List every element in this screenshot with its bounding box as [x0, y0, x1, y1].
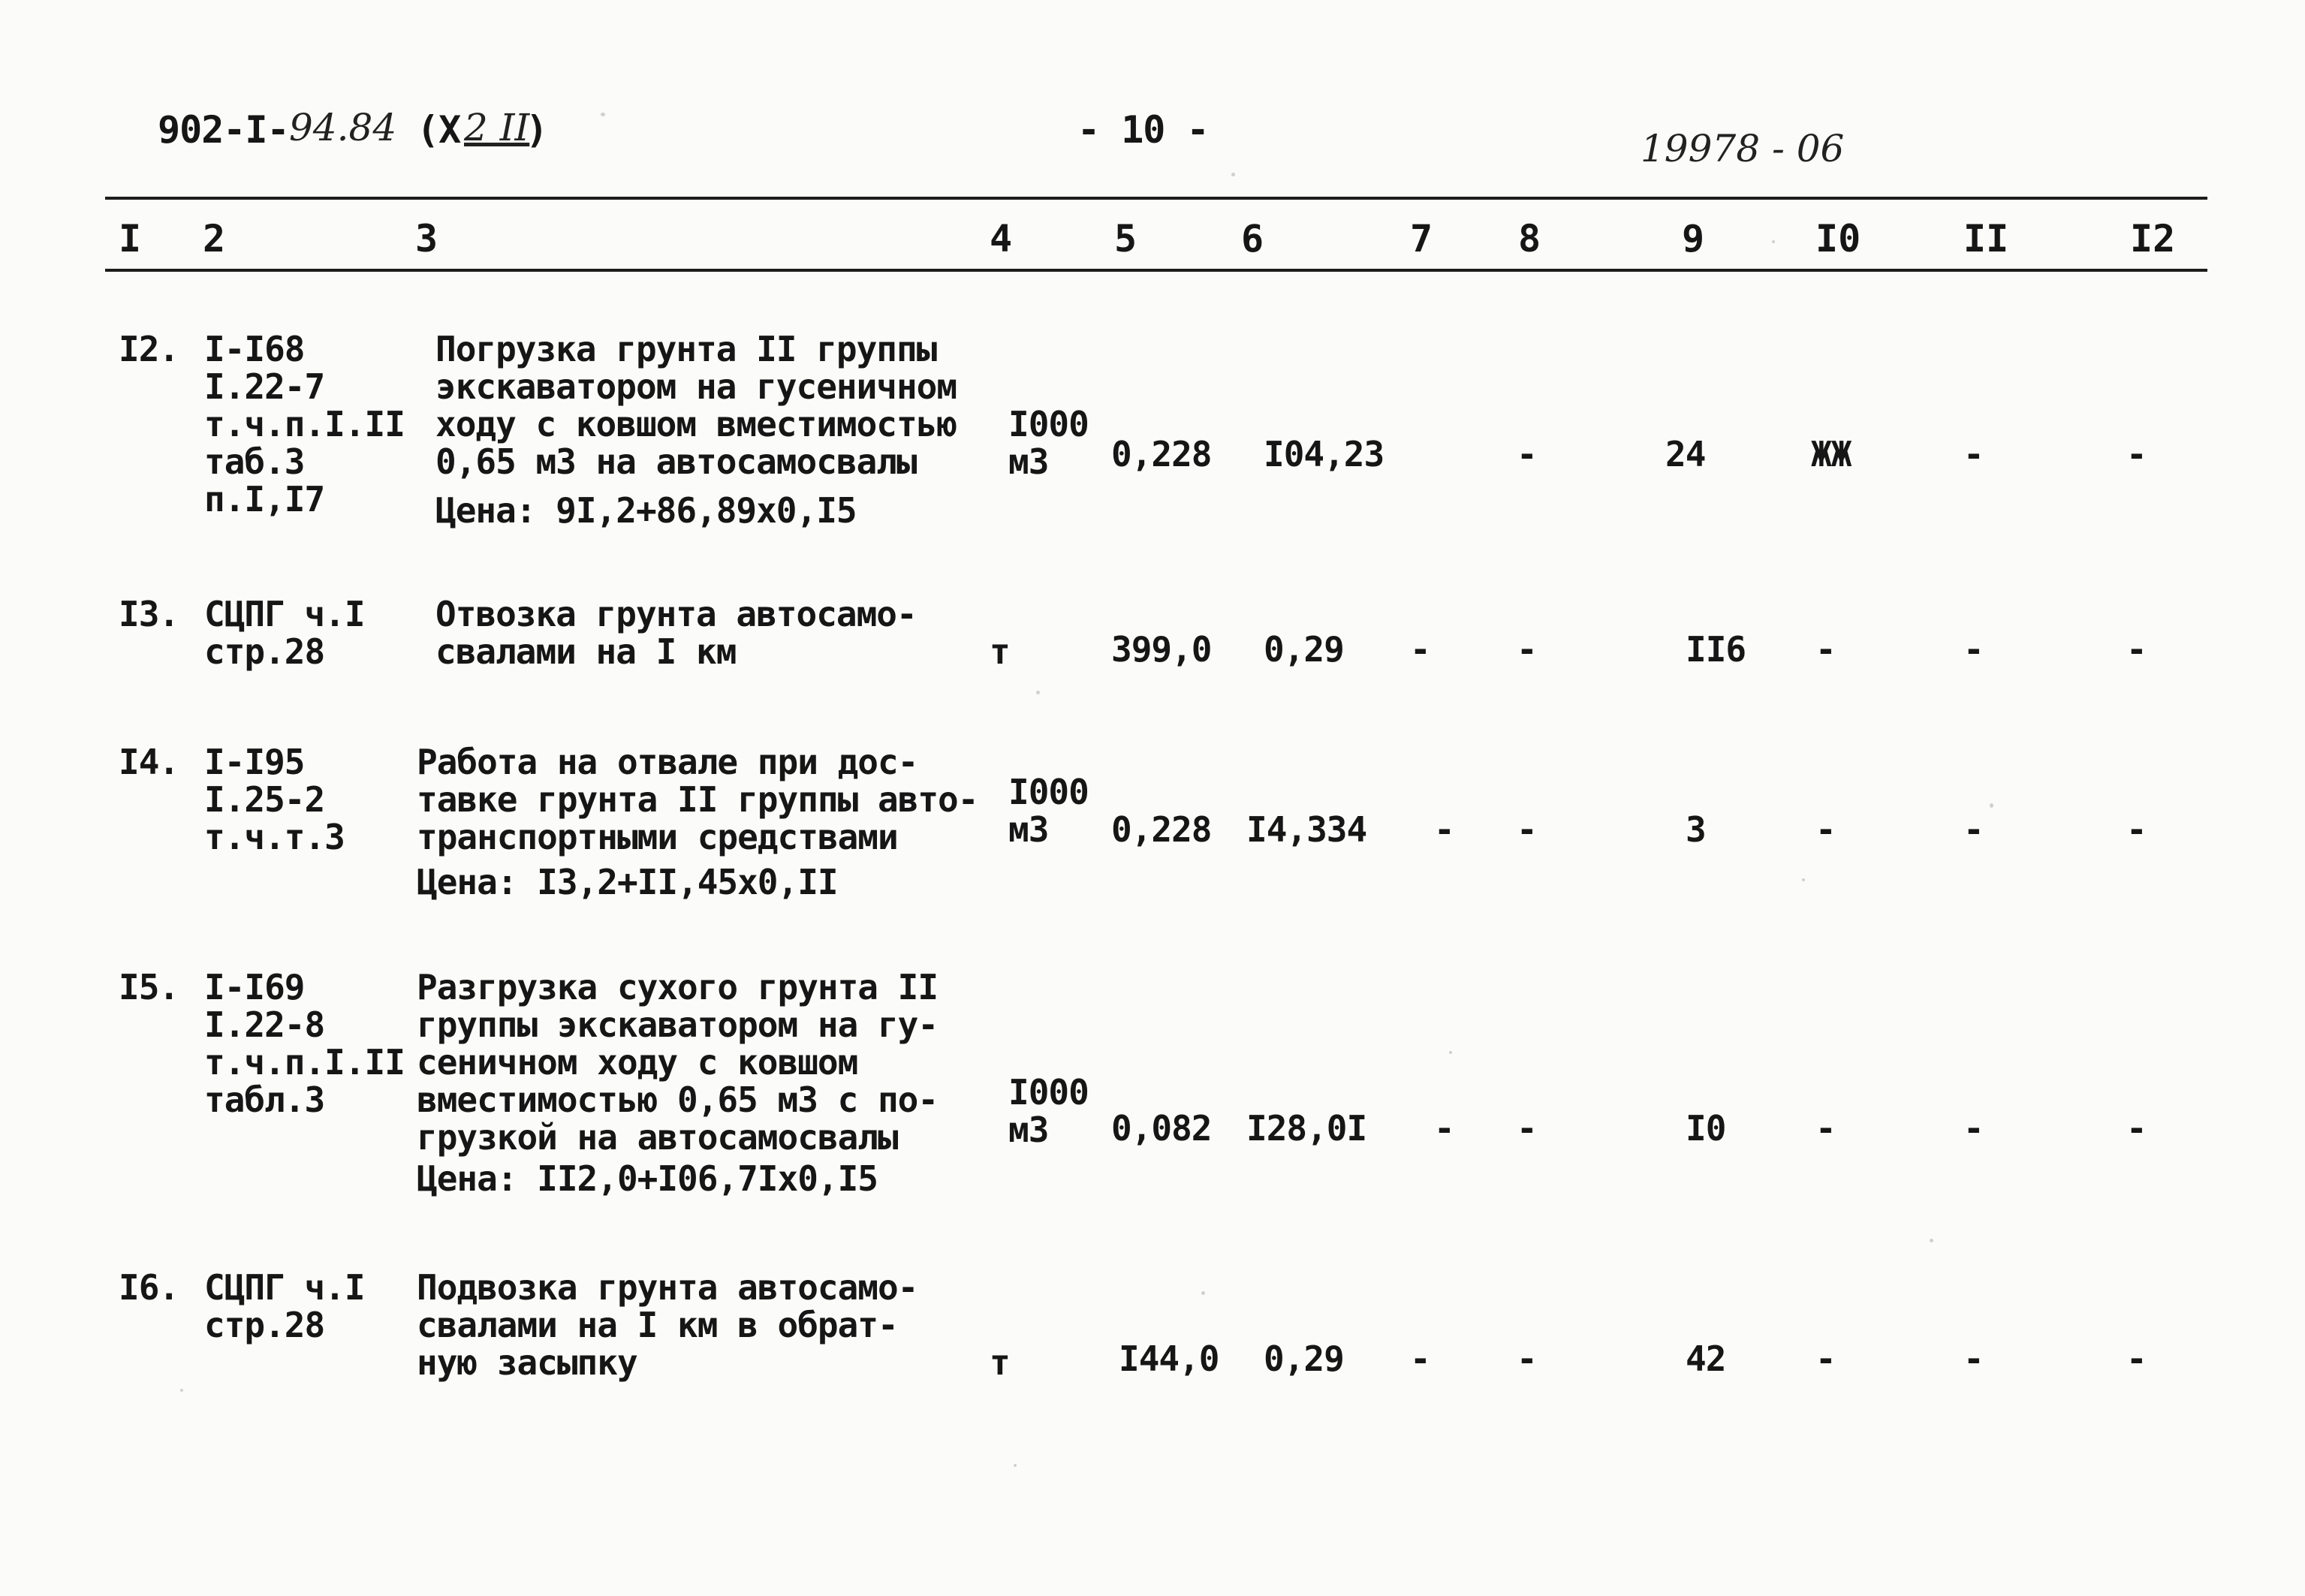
row-col9: 42 — [1686, 1339, 1726, 1379]
row-unit-line: I000 — [1008, 404, 1089, 444]
col-header-5: 5 — [1114, 217, 1137, 260]
row-number: I5. — [119, 967, 179, 1007]
row-col6: I28,0I — [1246, 1108, 1367, 1149]
row-unit-line: м3 — [1008, 441, 1049, 482]
row-code — [204, 595, 365, 670]
header-bottom-rule — [105, 269, 2207, 272]
scan-speck — [180, 1389, 183, 1392]
row-code-line: I-I95 — [204, 742, 305, 782]
row-description-line: грузкой на автосамосвалы — [417, 1117, 898, 1158]
scan-speck — [1231, 173, 1235, 176]
row-number: I3. — [119, 594, 179, 634]
row-col6: I4,334 — [1246, 809, 1367, 850]
archive-number: 19978 - 06 — [1641, 127, 1845, 170]
scan-speck — [1930, 1239, 1933, 1242]
row-col9: I0 — [1686, 1108, 1726, 1149]
row-number: I6. — [119, 1267, 179, 1308]
doc-code: 902-I- — [158, 108, 289, 152]
row-quantity: I44,0 — [1119, 1339, 1219, 1379]
row-quantity: 0,228 — [1111, 434, 1212, 474]
row-description-line: сеничном ходу с ковшом — [417, 1042, 858, 1083]
row-col7: - — [1434, 1108, 1454, 1149]
scan-speck — [1014, 1464, 1017, 1467]
row-description-line: 0,65 м3 на автосамосвалы — [435, 441, 917, 482]
scan-speck — [1201, 1291, 1205, 1295]
row-code-line: стр.28 — [204, 1305, 325, 1345]
row-code — [204, 968, 405, 1119]
row-description — [417, 968, 938, 1156]
row-description-line: ходу с ковшом вместимостью — [435, 404, 957, 444]
row-number: I2. — [119, 329, 179, 369]
scan-speck — [1772, 240, 1775, 243]
row-description — [435, 330, 957, 480]
row-number: I4. — [119, 742, 179, 782]
row-unit — [1008, 1074, 1089, 1149]
row-col10: ЖЖ — [1811, 434, 1852, 474]
row-col12: - — [2126, 1108, 2147, 1149]
row-col7: - — [1410, 1339, 1430, 1379]
row-description-line: экскаватором на гусеничном — [435, 366, 957, 407]
row-code-line: таб.3 — [204, 441, 305, 482]
row-quantity: 0,082 — [1111, 1108, 1212, 1149]
row-description-line: группы экскаватором на гу- — [417, 1004, 939, 1045]
row-description-line: Отвозка грунта автосамо- — [435, 594, 917, 634]
row-code-line: I-I69 — [204, 967, 305, 1007]
col-header-8: 8 — [1518, 217, 1541, 260]
row-col10: - — [1815, 809, 1836, 850]
row-col8: - — [1517, 1108, 1537, 1149]
col-header-10: I0 — [1815, 217, 1861, 260]
row-price: Цена: 9I,2+86,89х0,I5 — [435, 490, 857, 531]
row-col8: - — [1517, 809, 1537, 850]
col-header-7: 7 — [1410, 217, 1433, 260]
doc-suffix-open: (Х — [417, 108, 461, 152]
row-col9: II6 — [1686, 629, 1746, 670]
row-description-line: Работа на отвале при дос- — [417, 742, 918, 782]
col-header-11: II — [1963, 217, 2009, 260]
row-col9: 3 — [1686, 809, 1706, 850]
row-col8: - — [1517, 1339, 1537, 1379]
row-description-line: транспортными средствами — [417, 817, 898, 857]
row-code-line: I.22-8 — [204, 1004, 325, 1045]
row-col11: - — [1963, 809, 1984, 850]
row-code — [204, 1269, 365, 1344]
row-code-line: I.25-2 — [204, 779, 325, 820]
row-col12: - — [2126, 1339, 2147, 1379]
row-code — [204, 743, 345, 856]
col-header-4: 4 — [990, 217, 1013, 260]
doc-suffix-close: ) — [526, 108, 548, 152]
row-quantity: 0,228 — [1111, 809, 1212, 850]
row-col12: - — [2126, 434, 2147, 474]
row-code-line: стр.28 — [204, 631, 325, 672]
row-unit: т — [990, 1342, 1010, 1383]
col-header-3: 3 — [415, 217, 438, 260]
col-header-12: I2 — [2130, 217, 2176, 260]
col-header-1: I — [119, 217, 142, 260]
row-code-line: т.ч.п.I.II — [204, 404, 405, 444]
row-code-line: СЦПГ ч.I — [204, 1267, 365, 1308]
row-description-line: Погрузка грунта II группы — [435, 329, 937, 369]
row-col11: - — [1963, 434, 1984, 474]
scan-speck — [1802, 878, 1805, 881]
row-col12: - — [2126, 809, 2147, 850]
row-col8: - — [1517, 434, 1537, 474]
scan-speck — [1990, 803, 1993, 808]
doc-code-handwritten: 94.84 — [289, 106, 397, 149]
row-unit-line: м3 — [1008, 809, 1049, 850]
page-number: - 10 - — [1077, 108, 1209, 152]
row-col11: - — [1963, 629, 1984, 670]
col-header-6: 6 — [1241, 217, 1264, 260]
col-header-9: 9 — [1682, 217, 1705, 260]
row-price: Цена: II2,0+I06,7Iх0,I5 — [417, 1158, 878, 1199]
row-col6: 0,29 — [1264, 1339, 1344, 1379]
row-unit-line: м3 — [1008, 1110, 1049, 1150]
row-unit — [1008, 773, 1089, 848]
row-unit-line: I000 — [1008, 772, 1089, 812]
row-col11: - — [1963, 1108, 1984, 1149]
scan-speck — [1449, 1051, 1452, 1054]
row-description-line: свалами на I км в обрат- — [417, 1305, 898, 1345]
row-code-line: т.ч.п.I.II — [204, 1042, 405, 1083]
row-col10: - — [1815, 1339, 1836, 1379]
row-price: Цена: I3,2+II,45х0,II — [417, 862, 838, 902]
row-description-line: свалами на I км — [435, 631, 737, 672]
row-description-line: Подвозка грунта автосамо- — [417, 1267, 918, 1308]
row-code-line: I.22-7 — [204, 366, 325, 407]
row-code-line: I-I68 — [204, 329, 305, 369]
col-header-2: 2 — [203, 217, 226, 260]
row-description-line: ную засыпку — [417, 1342, 637, 1383]
row-code-line: т.ч.т.3 — [204, 817, 345, 857]
row-quantity: 399,0 — [1111, 629, 1212, 670]
row-col6: 0,29 — [1264, 629, 1344, 670]
row-col10: - — [1815, 1108, 1836, 1149]
row-code-line: табл.3 — [204, 1080, 325, 1120]
row-col11: - — [1963, 1339, 1984, 1379]
row-col10: - — [1815, 629, 1836, 670]
row-col12: - — [2126, 629, 2147, 670]
scan-speck — [601, 113, 605, 116]
header-top-rule — [105, 197, 2207, 200]
row-description — [435, 595, 917, 670]
doc-suffix-handwritten: 2 II — [464, 106, 530, 149]
row-col9: 24 — [1665, 434, 1706, 474]
row-description — [417, 743, 978, 856]
row-description-line: Разгрузка сухого грунта II — [417, 967, 939, 1007]
row-col8: - — [1517, 629, 1537, 670]
row-col7: - — [1410, 629, 1430, 670]
row-col7: - — [1434, 809, 1454, 850]
row-col6: I04,23 — [1264, 434, 1385, 474]
row-description — [417, 1269, 917, 1381]
row-description-line: вместимостью 0,65 м3 с по- — [417, 1080, 939, 1120]
row-code-line: СЦПГ ч.I — [204, 594, 365, 634]
scan-speck — [1036, 691, 1040, 694]
row-code-line: п.I,I7 — [204, 479, 325, 519]
row-description-line: тавке грунта II группы авто- — [417, 779, 978, 820]
row-unit-line: I000 — [1008, 1072, 1089, 1113]
row-unit — [1008, 405, 1089, 480]
row-unit: т — [990, 631, 1010, 672]
row-code — [204, 330, 405, 518]
